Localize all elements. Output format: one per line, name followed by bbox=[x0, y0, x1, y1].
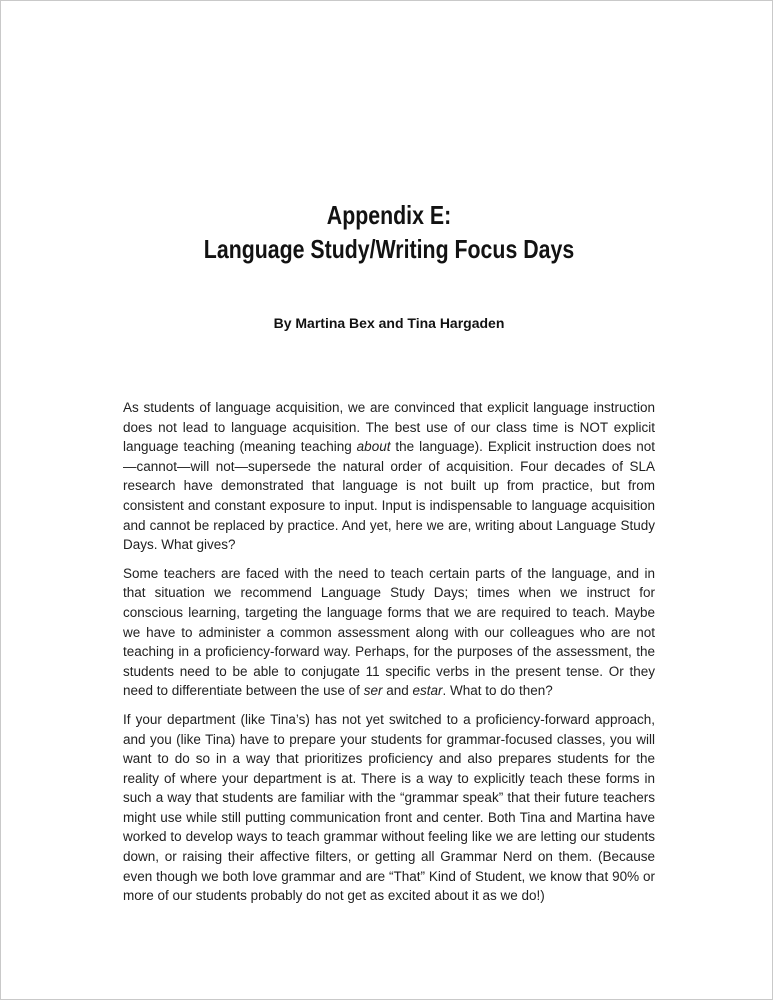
emphasized-text: about bbox=[356, 439, 391, 455]
page-title bbox=[171, 198, 607, 266]
emphasized-text: ser bbox=[363, 683, 383, 699]
byline: By Martina Bex and Tina Hargaden bbox=[273, 315, 505, 331]
title-line-1: Appendix E: bbox=[326, 200, 452, 230]
text-run: Some teachers are faced with the need to teach certain parts of the language, and in that situation we recommend Language Study Days; times when we instruct for conscious learning, targeting the language forms that we are required to teach. Maybe we have to administer a common assessment along with our colleagues who are not teaching in a proficiency-forward way. Perhaps, for the purposes of the assessment, the students need to be able to conjugate 11 specific verbs in the present tense. Or they need to differentiate between the use of bbox=[123, 565, 655, 699]
body-paragraph bbox=[123, 710, 655, 906]
text-run: If your department (like Tina’s) has not yet switched to a proficiency-forward approach, and you (like Tina) have to prepare your students for grammar-focused classes, you will want to do so in a way that prioritizes proficiency and also prepares students for the reality of where your department is at. There is a way to explicitly teach these forms in such a way that students are familiar with the “grammar speak” that their future teachers might use while still putting communication front and center. Both Tina and Martina have worked to develop ways to teach grammar without feeling like we are letting our students down, or raising their affective filters, or getting all Grammar Nerd on them. (Because even though we both love grammar and are “That” Kind of Student, we know that 90% or more of our students probably do not get as excited about it as we do!) bbox=[123, 711, 655, 904]
text-run: . What to do then? bbox=[442, 683, 553, 699]
emphasized-text: estar bbox=[412, 683, 443, 699]
text-run: and bbox=[382, 683, 413, 699]
body-paragraph bbox=[123, 398, 655, 555]
body-paragraphs bbox=[123, 398, 655, 906]
title-line-2: Language Study/Writing Focus Days bbox=[203, 234, 575, 264]
page-content bbox=[123, 1, 655, 915]
text-run: As students of language acquisition, we are convinced that explicit language instruction does not lead to language acquisition. The best use of our class time is NOT explicit language teaching (meaning teaching bbox=[123, 400, 655, 455]
text-run: the language). Explicit instruction does not—cannot—will not—supersede the natural order of acquisition. Four decades of SLA research have demonstrated that language is not built up from practice, but from consistent and constant exposure to input. Input is indispensable to language acquisition and cannot be replaced by practice. And yet, here we are, writing about Language Study Days. What gives? bbox=[123, 439, 655, 553]
body-paragraph bbox=[123, 564, 655, 701]
